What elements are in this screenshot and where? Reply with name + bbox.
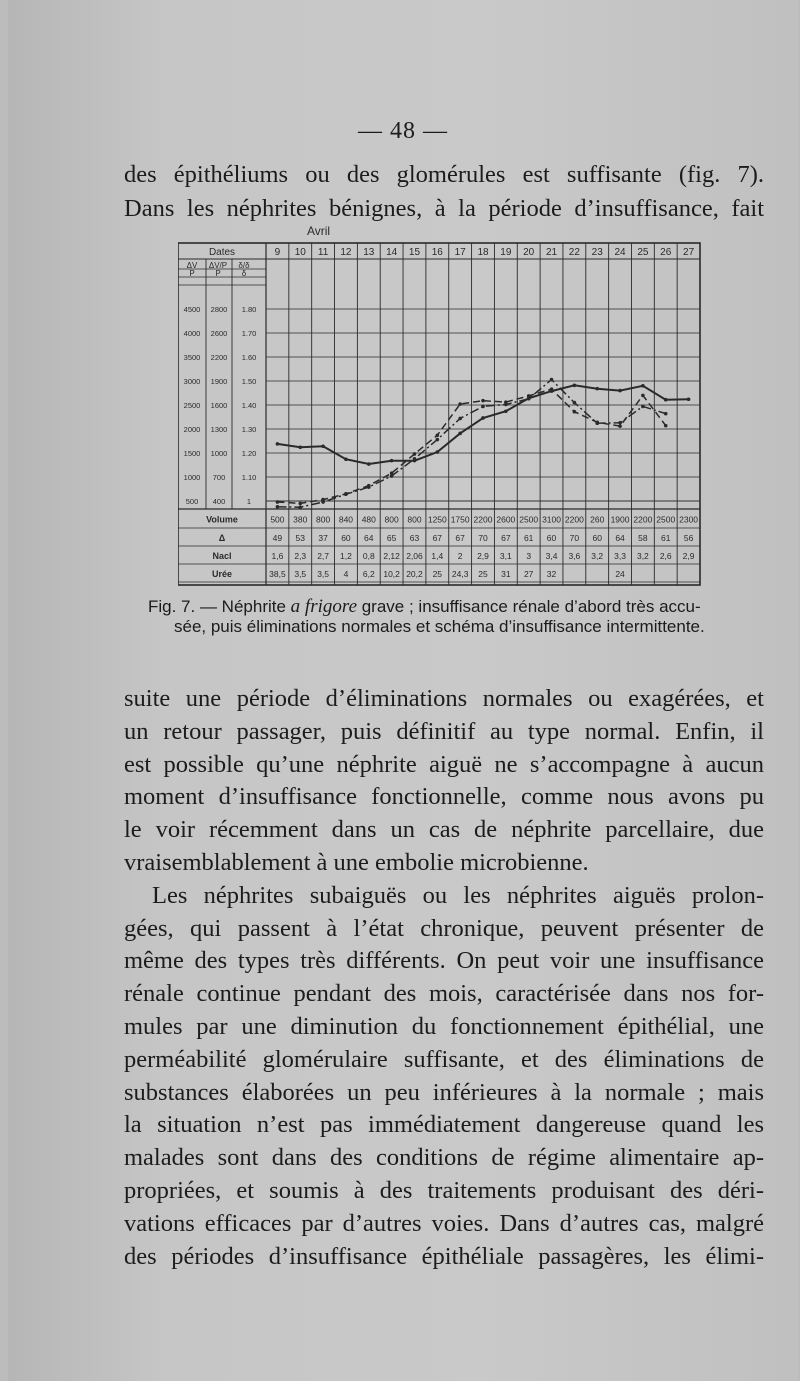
table-cell-value: 27 xyxy=(523,569,534,579)
table-cell-value: 61 xyxy=(661,533,671,543)
series-point xyxy=(481,416,485,420)
date-tick-label: 9 xyxy=(274,247,281,258)
table-cell-value: 24 xyxy=(615,569,625,579)
table-cell-value: 0,8 xyxy=(362,551,375,561)
table-row-label: Δ xyxy=(218,533,226,543)
table-cell-value: 38,5 xyxy=(269,569,286,579)
series-point xyxy=(390,474,394,478)
table-cell-value: 2 xyxy=(457,551,463,561)
date-tick-label: 17 xyxy=(454,247,466,258)
table-cell-value: 70 xyxy=(569,533,580,543)
table-cell-value: 2200 xyxy=(473,514,493,525)
table-cell-value: 480 xyxy=(361,514,376,525)
column-subheader: P xyxy=(189,269,195,278)
series-point xyxy=(413,452,417,456)
caption-line xyxy=(148,597,760,617)
date-tick-label: 16 xyxy=(431,247,443,258)
text-line: le voir récemment dans un cas de néphrite parcellaire, due xyxy=(124,816,764,844)
y-tick-label-scale1: 500 xyxy=(185,497,199,506)
series-point xyxy=(321,500,325,504)
series-point xyxy=(298,445,302,449)
table-cell-value: 3 xyxy=(526,551,532,561)
series-point xyxy=(276,442,280,446)
series-line-solid xyxy=(277,385,688,464)
page-number: — 48 — xyxy=(358,118,448,144)
table-cell-value: 58 xyxy=(638,533,648,543)
series-point xyxy=(573,401,577,405)
text-line: gées, qui passent à l’état chronique, peuvent présenter de xyxy=(124,914,764,942)
header-dates-label: Dates xyxy=(208,247,236,258)
text-line: vraisemblablement à une embolie microbienne. xyxy=(124,848,589,876)
table-cell-value: 10,2 xyxy=(383,569,400,579)
text-line: des épithéliums ou des glomérules est suffisante (fig. 7). xyxy=(124,161,764,188)
series-point xyxy=(641,405,645,409)
table-cell-value: 800 xyxy=(316,514,331,525)
table-cell-value: 2500 xyxy=(519,514,539,525)
table-cell-value: 49 xyxy=(272,533,283,543)
series-point xyxy=(573,410,577,414)
chart-svg xyxy=(178,225,708,590)
table-cell-value: 2600 xyxy=(496,514,516,525)
table-cell-value: 64 xyxy=(364,533,374,543)
table-cell-value: 500 xyxy=(270,514,285,525)
y-tick-label-scale1: 4000 xyxy=(183,329,201,338)
text-line: rénale continue pendant des mois, caractérisée dans nos for- xyxy=(124,980,764,1008)
table-cell-value: 2,9 xyxy=(682,551,695,561)
table-row-label: Urée xyxy=(211,569,233,579)
series-point xyxy=(481,399,485,403)
series-point xyxy=(436,433,440,437)
table-row-label: Nacl xyxy=(212,551,232,561)
table-cell-value: 3100 xyxy=(542,514,561,525)
column-header: ΔV/P xyxy=(208,261,228,270)
y-tick-label-scale3: 1.10 xyxy=(241,473,257,482)
table-cell-value: 67 xyxy=(432,533,443,543)
table-cell-value: 260 xyxy=(590,514,605,525)
text-line: suite une période d’éliminations normales ou exagérées, et xyxy=(124,685,764,712)
caption-italic: a frigore xyxy=(290,596,357,617)
table-cell-value: 65 xyxy=(386,533,397,543)
series-point xyxy=(458,402,462,406)
table-cell-value: 25 xyxy=(432,569,443,579)
table-cell-value: 1,6 xyxy=(271,551,284,561)
series-point xyxy=(367,485,371,489)
table-cell-value: 37 xyxy=(318,533,328,543)
y-tick-label-scale3: 1.20 xyxy=(241,449,257,458)
table-cell-value: 2500 xyxy=(656,514,676,525)
series-point xyxy=(276,500,280,504)
y-tick-label-scale3: 1 xyxy=(246,497,252,506)
text-line: la situation n’est pas immédiatement dangereuse quand les xyxy=(124,1111,764,1139)
y-tick-label-scale3: 1.70 xyxy=(241,329,257,338)
table-cell-value: 4 xyxy=(343,569,349,579)
series-point xyxy=(481,405,485,409)
table-cell-value: 1250 xyxy=(427,514,447,525)
series-point xyxy=(344,457,348,461)
series-point xyxy=(504,403,508,407)
series-point xyxy=(687,397,691,401)
date-tick-label: 10 xyxy=(294,247,306,258)
y-tick-label-scale2: 2200 xyxy=(210,353,228,362)
text-line: malades sont dans des conditions de régime alimentaire ap- xyxy=(124,1144,764,1172)
series-point xyxy=(436,450,440,454)
table-cell-value: 380 xyxy=(293,514,308,525)
series-point xyxy=(436,438,440,442)
y-tick-label-scale1: 3000 xyxy=(183,377,201,386)
series-point xyxy=(298,502,302,506)
caption-text: grave ; insuffisance rénale d’abord très accu- xyxy=(357,597,701,616)
table-cell-value: 53 xyxy=(295,533,305,543)
series-point xyxy=(641,394,645,398)
y-tick-label-scale3: 1.50 xyxy=(241,377,257,386)
series-point xyxy=(413,457,417,461)
series-point xyxy=(458,432,462,436)
date-tick-label: 18 xyxy=(477,247,489,258)
table-cell-value: 67 xyxy=(501,533,511,543)
table-cell-value: 31 xyxy=(501,569,511,579)
date-tick-label: 12 xyxy=(340,247,352,258)
table-cell-value: 2,6 xyxy=(659,551,672,561)
y-tick-label-scale1: 4500 xyxy=(183,305,201,314)
y-tick-label-scale2: 700 xyxy=(212,473,226,482)
y-tick-label-scale2: 1000 xyxy=(210,449,228,458)
series-point xyxy=(504,409,508,413)
series-point xyxy=(595,387,599,391)
table-cell-value: 2,06 xyxy=(406,551,423,561)
table-cell-value: 60 xyxy=(546,533,557,543)
table-cell-value: 3,6 xyxy=(568,551,581,561)
table-cell-value: 60 xyxy=(341,533,351,543)
date-tick-label: 19 xyxy=(500,247,512,258)
text-line: Les néphrites subaiguës ou les néphrites aiguës prolon- xyxy=(152,881,764,909)
table-cell-value: 3,2 xyxy=(591,551,604,561)
date-tick-label: 27 xyxy=(683,247,695,258)
series-point xyxy=(664,412,668,416)
table-cell-value: 70 xyxy=(478,533,488,543)
y-tick-label-scale3: 1.30 xyxy=(241,425,257,434)
table-cell-value: 2200 xyxy=(633,514,653,525)
body-text xyxy=(124,683,764,1273)
chart-month-label: Avril xyxy=(306,225,331,238)
table-cell-value: 20,2 xyxy=(406,569,423,579)
table-cell-value: 61 xyxy=(523,533,534,543)
table-cell-value: 24,3 xyxy=(451,569,469,579)
date-tick-label: 26 xyxy=(660,247,672,258)
text-line: mules par une diminution du fonctionnement épithélial, une xyxy=(124,1012,764,1040)
y-tick-label-scale1: 2500 xyxy=(183,401,201,410)
table-cell-value: 840 xyxy=(338,514,354,525)
table-cell-value: 1,4 xyxy=(431,551,444,561)
table-cell-value: 63 xyxy=(409,533,420,543)
table-cell-value: 2,9 xyxy=(477,551,489,561)
table-cell-value: 3,3 xyxy=(614,551,626,561)
series-point xyxy=(664,398,668,402)
y-tick-label-scale1: 1500 xyxy=(183,449,201,458)
y-tick-label-scale2: 1600 xyxy=(210,401,228,410)
table-cell-value: 3,4 xyxy=(545,551,558,561)
date-tick-label: 11 xyxy=(317,247,329,258)
y-tick-label-scale3: 1.60 xyxy=(241,353,257,362)
series-point xyxy=(573,384,577,388)
table-cell-value: 25 xyxy=(478,569,488,579)
text-line: propriées, et soumis à des traitements produisant des déri- xyxy=(124,1176,764,1204)
text-line: des périodes d’insuffisance épithéliale passagères, les élimi- xyxy=(124,1242,764,1270)
table-cell-value: 2200 xyxy=(564,514,584,525)
date-tick-label: 21 xyxy=(545,247,558,258)
table-cell-value: 800 xyxy=(407,514,422,525)
table-cell-value: 1,2 xyxy=(340,551,352,561)
y-tick-label-scale3: 1.40 xyxy=(241,401,257,410)
y-tick-label-scale2: 1900 xyxy=(210,377,228,386)
text-line: un retour passager, puis définitif au type normal. Enfin, il xyxy=(124,717,764,745)
date-tick-label: 25 xyxy=(637,247,649,258)
text-line: perméabilité glomérulaire suffisante, et des éliminations de xyxy=(124,1045,764,1073)
table-cell-value: 1750 xyxy=(450,514,470,525)
table-cell-value: 6,2 xyxy=(362,569,375,579)
caption-text: Fig. 7. — Néphrite xyxy=(148,597,291,616)
series-point xyxy=(390,459,394,463)
series-point xyxy=(276,505,280,509)
y-tick-label-scale1: 2000 xyxy=(183,425,201,434)
table-row-label: Volume xyxy=(206,514,238,525)
series-point xyxy=(618,421,622,425)
date-tick-label: 23 xyxy=(591,247,603,258)
table-cell-value: 1900 xyxy=(610,514,630,525)
figure-7-chart xyxy=(178,225,708,590)
book-page xyxy=(8,0,798,1381)
series-point xyxy=(618,389,622,393)
series-point xyxy=(527,397,531,401)
figure-caption xyxy=(148,597,760,637)
table-cell-value: 2,12 xyxy=(383,551,400,561)
date-tick-label: 24 xyxy=(614,247,626,258)
table-cell-value: 3,5 xyxy=(294,569,307,579)
series-point xyxy=(321,444,325,448)
y-tick-label-scale2: 1300 xyxy=(210,425,228,434)
table-cell-value: 56 xyxy=(683,533,694,543)
text-line: Dans les néphrites bénignes, à la période d’insuffisance, fait xyxy=(124,194,764,222)
table-cell-value: 60 xyxy=(592,533,602,543)
table-cell-value: 32 xyxy=(546,569,557,579)
date-tick-label: 15 xyxy=(408,247,421,258)
y-tick-label-scale1: 3500 xyxy=(183,353,201,362)
table-cell-value: 2300 xyxy=(679,514,699,525)
text-line: même des types très différents. On peut voir une insuffisance xyxy=(124,947,764,975)
top-paragraph xyxy=(124,158,764,225)
date-tick-label: 13 xyxy=(363,247,375,258)
column-subheader: δ xyxy=(241,269,247,278)
text-line: est possible qu’une néphrite aiguë ne s’accompagne à aucun xyxy=(124,750,764,778)
text-line: moment d’insuffisance fonctionnelle, comme nous avons pu xyxy=(124,783,764,811)
y-tick-label-scale1: 1000 xyxy=(183,473,201,482)
series-point xyxy=(618,424,622,428)
series-point xyxy=(458,417,462,421)
caption-line: sée, puis éliminations normales et schéma d’insuffisance intermittente. xyxy=(174,617,705,636)
column-header: ΔV xyxy=(186,261,198,270)
series-point xyxy=(344,492,348,496)
table-cell-value: 67 xyxy=(455,533,465,543)
series-point xyxy=(664,424,668,428)
date-tick-label: 14 xyxy=(386,247,398,258)
series-point xyxy=(550,378,554,382)
series-point xyxy=(550,387,554,391)
table-cell-value: 3,1 xyxy=(499,551,512,561)
y-tick-label-scale2: 2600 xyxy=(210,329,228,338)
date-tick-label: 22 xyxy=(568,247,580,258)
y-tick-label-scale2: 400 xyxy=(212,497,226,506)
column-header: δ/δ xyxy=(238,261,250,270)
table-cell-value: 2,3 xyxy=(294,551,307,561)
table-cell-value: 3,5 xyxy=(317,569,330,579)
series-point xyxy=(641,384,645,388)
date-tick-label: 20 xyxy=(523,247,535,258)
table-cell-value: 2,7 xyxy=(317,551,330,561)
series-point xyxy=(367,462,371,466)
y-tick-label-scale2: 2800 xyxy=(210,305,228,314)
column-subheader: P xyxy=(215,269,221,278)
table-cell-value: 800 xyxy=(384,514,399,525)
text-line: vations efficaces par d’autres voies. Dans d’autres cas, malgré xyxy=(124,1209,764,1237)
table-cell-value: 3,2 xyxy=(636,551,649,561)
text-line: substances élaborées un peu inférieures à la normale ; mais xyxy=(124,1078,764,1106)
series-point xyxy=(595,421,599,425)
table-cell-value: 64 xyxy=(615,533,625,543)
y-tick-label-scale3: 1.80 xyxy=(241,305,257,314)
